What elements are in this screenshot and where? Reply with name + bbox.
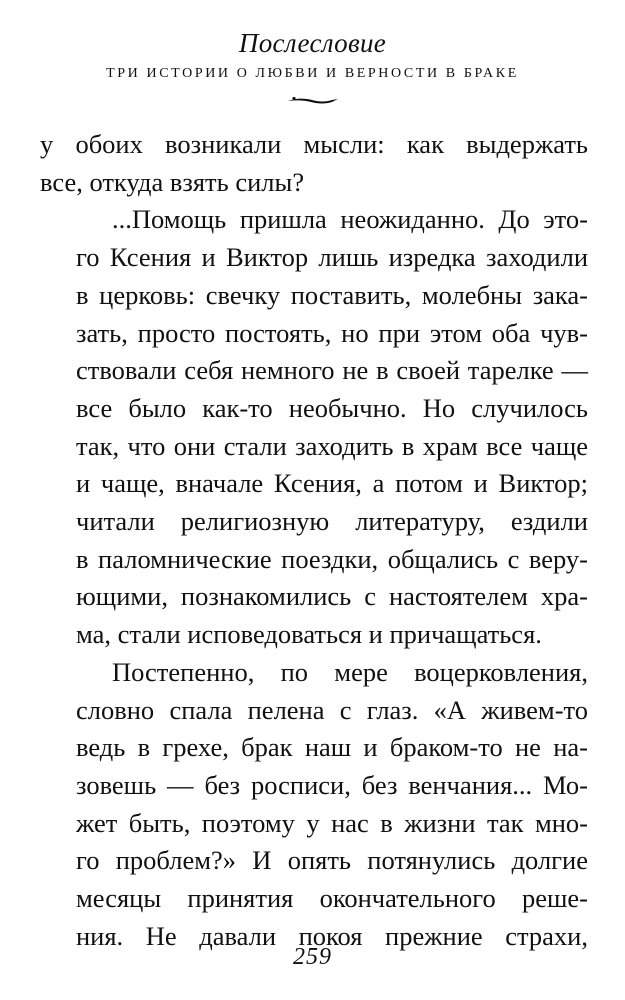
text-line: словно спала пелена с глаз. «А живем-то: [76, 694, 588, 725]
section-subtitle: ТРИ ИСТОРИИ О ЛЮБВИ И ВЕРНОСТИ В БРАКЕ: [106, 66, 519, 81]
paragraph: [40, 654, 588, 956]
text-line: го Ксения и Виктор лишь изредка заходили: [76, 242, 588, 273]
text-line: в церковь: свечку поставить, молебны зака-: [76, 279, 588, 310]
text-line: зать, просто постоять, но при этом оба чув-: [76, 317, 588, 348]
text-line: жет быть, поэтому у нас в жизни так мно-: [76, 807, 588, 838]
text-line: го проблем?» И опять потянулись долгие: [76, 845, 588, 876]
flourish-icon: [286, 94, 340, 106]
text-line: месяцы принятия окончательного реше-: [76, 883, 588, 914]
paragraph: [40, 201, 588, 653]
text-line: и чаще, вначале Ксения, а потом и Виктор;: [76, 468, 588, 499]
paragraph: [40, 126, 588, 201]
text-line: ющими, познакомились с настоятелем хра-: [76, 581, 588, 612]
text-line: ...Помощь пришла неожиданно. До это-: [112, 204, 588, 235]
text-line: ния. Не давали покоя прежние страхи,: [76, 920, 588, 951]
text-line: ведь в грехе, брак наш и браком-то не на-: [76, 732, 588, 763]
running-head: [0, 28, 625, 106]
section-title: Послесловие: [238, 28, 387, 58]
text-line: все было как-то необычно. Но случилось: [76, 392, 588, 423]
text-line: в паломнические поездки, общались с веру-: [76, 543, 588, 574]
text-line: читали религиозную литературу, ездили: [76, 506, 588, 537]
text-line: ма, стали исповедоваться и причащаться.: [76, 619, 542, 650]
text-line: зовешь — без росписи, без венчания... Мо-: [76, 769, 588, 800]
text-line: Постепенно, по мере воцерковления,: [112, 656, 588, 687]
text-line: ствовали себя немного не в своей тарелке —: [76, 355, 588, 386]
text-line: у обоих возникали мысли: как выдержать: [40, 129, 588, 159]
body-text: [40, 126, 588, 955]
page-number: 259: [293, 944, 332, 970]
text-line: все, откуда взять силы?: [40, 166, 305, 197]
text-line: так, что они стали заходить в храм все чаще: [76, 430, 588, 461]
